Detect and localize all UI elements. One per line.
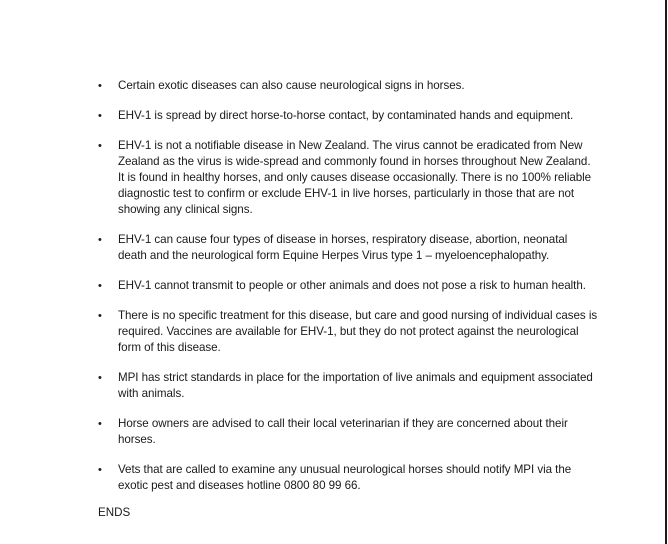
bullet-text: There is no specific treatment for this disease, but care and good nursing of individual cases is required. Vaccines are available for EHV-1, but they do not protect against the neurological form of this disease. bbox=[118, 309, 598, 354]
bullet-text: Horse owners are advised to call their local veterinarian if they are concerned about their horses. bbox=[118, 417, 568, 446]
bullet-text: EHV-1 cannot transmit to people or other animals and does not pose a risk to human health. bbox=[118, 279, 586, 292]
bullet-text: EHV-1 is spread by direct horse-to-horse contact, by contaminated hands and equipment. bbox=[118, 109, 574, 122]
bullet-icon: • bbox=[98, 310, 102, 322]
bullet-text: EHV-1 can cause four types of disease in horses, respiratory disease, abortion, neonatal death and the neurological form Equine Herpes Virus type 1 – myeloencephalopathy. bbox=[118, 233, 568, 262]
bullet-text: MPI has strict standards in place for the importation of live animals and equipment associated with animals. bbox=[118, 371, 593, 400]
bullet-icon: • bbox=[98, 234, 102, 246]
bullet-text: EHV-1 is not a notifiable disease in New Zealand. The virus cannot be eradicated from New Zealand as the virus is wide-spread and commonly found in horses throughout New Zealand. It is found in healthy horses, and only causes disease occasionally. There is no 100% reliable diagnostic test to confirm or exclude EHV-1 in live horses, particularly in those that are not showing any clinical signs. bbox=[118, 139, 592, 216]
bullet-icon: • bbox=[98, 418, 102, 430]
bullet-icon: • bbox=[98, 464, 102, 476]
bullet-icon: • bbox=[98, 80, 102, 92]
bullet-item bbox=[98, 232, 598, 264]
bullet-item bbox=[98, 138, 598, 218]
bullet-icon: • bbox=[98, 280, 102, 292]
bullet-item bbox=[98, 78, 598, 94]
bullet-item bbox=[98, 278, 598, 294]
bullet-list bbox=[98, 78, 598, 508]
bullet-item bbox=[98, 108, 598, 124]
bullet-item bbox=[98, 308, 598, 356]
bullet-item bbox=[98, 370, 598, 402]
bullet-icon: • bbox=[98, 110, 102, 122]
bullet-icon: • bbox=[98, 140, 102, 152]
ends-marker: ENDS bbox=[98, 506, 131, 519]
bullet-item bbox=[98, 462, 598, 494]
bullet-item bbox=[98, 416, 598, 448]
bullet-text: Certain exotic diseases can also cause neurological signs in horses. bbox=[118, 79, 465, 92]
bullet-text: Vets that are called to examine any unusual neurological horses should notify MPI via the exotic pest and diseases hotline 0800 80 99 66. bbox=[118, 463, 572, 492]
bullet-icon: • bbox=[98, 372, 102, 384]
page-edge-divider bbox=[665, 0, 667, 544]
